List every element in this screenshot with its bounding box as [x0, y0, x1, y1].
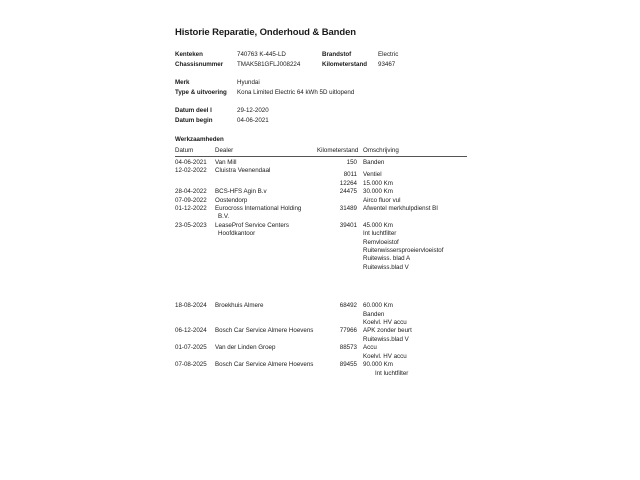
row-datum: 01-07-2025 — [175, 344, 207, 352]
work-item — [317, 327, 467, 344]
vehicle-history-document — [175, 27, 467, 378]
row-items — [317, 302, 467, 327]
dealer-line: B.V. — [218, 213, 230, 221]
omschrijving-line: Banden — [363, 310, 385, 318]
item-kilometerstand: 68492 — [339, 302, 357, 310]
row-dealer — [215, 361, 317, 378]
item-omschrijving — [357, 327, 467, 344]
item-omschrijving — [357, 361, 467, 378]
item-kilometerstand: 89455 — [339, 361, 357, 369]
row-dealer — [215, 302, 317, 327]
page-title: Historie Reparatie, Onderhoud & Banden — [175, 27, 356, 38]
merk-value: Hyundai — [237, 79, 260, 87]
item-omschrijving — [357, 205, 467, 213]
info-row-datum-deel-1 — [175, 106, 467, 116]
row-datum: 01-12-2022 — [175, 205, 207, 212]
omschrijving-line: Ruitewiss. blad A — [363, 255, 411, 263]
omschrijving-line: Ruitewiss.blad V — [363, 263, 409, 271]
row-dealer — [215, 222, 317, 272]
row-datum: 07-08-2025 — [175, 361, 207, 369]
omschrijving-line: Airco fluor vul — [363, 196, 401, 204]
dealer-line: Hoofdkantoor — [218, 230, 256, 238]
row-dealer — [215, 344, 317, 361]
item-omschrijving — [357, 159, 467, 167]
omschrijving-line: Banden — [363, 158, 385, 166]
type-uitvoering-value: Kona Limited Electric 64 kWh 5D uitlopend — [237, 88, 355, 96]
work-item — [317, 361, 467, 378]
dealer-line: BCS-HFS Agin B.v — [215, 188, 267, 196]
spacer — [175, 97, 467, 106]
work-item — [317, 180, 467, 188]
table-row — [175, 159, 467, 167]
work-item — [317, 344, 467, 361]
dealer-line: LeaseProf Service Centers — [215, 221, 289, 229]
item-kilometerstand: 150 — [346, 158, 357, 166]
table-row — [175, 188, 467, 196]
omschrijving-line: Koelvl. HV accu — [363, 319, 407, 327]
item-kilometerstand: 77966 — [339, 327, 357, 335]
table-row — [175, 327, 467, 344]
type-uitvoering-label: Type & uitvoering — [175, 88, 227, 96]
row-items — [317, 327, 467, 344]
datum-begin-value: 04-06-2021 — [237, 116, 269, 124]
omschrijving-line: Afwentel merkhulpdienst BI — [363, 205, 438, 212]
vehicle-info — [175, 50, 467, 126]
datum-deel-1-label: Datum deel I — [175, 107, 212, 115]
omschrijving-line: Int luchtfilter — [375, 369, 409, 377]
omschrijving-line: 45.000 Km — [363, 221, 393, 229]
row-dealer — [215, 159, 317, 167]
work-item — [317, 197, 467, 205]
omschrijving-line: Remvloeistof — [363, 238, 399, 246]
row-items — [317, 188, 467, 196]
column-header-omschrijving: Omschrijving — [363, 146, 399, 154]
item-omschrijving — [357, 180, 467, 188]
merk-label: Merk — [175, 79, 190, 87]
column-header-datum: Datum — [175, 146, 194, 154]
table-entries — [175, 159, 467, 378]
werkzaamheden-section-title: Werkzaamheden — [175, 135, 224, 143]
kilometerstand-label: Kilometerstand — [322, 60, 368, 68]
dealer-line: Eurocross International Holding — [215, 205, 302, 212]
datum-deel-1-value: 29-12-2020 — [237, 107, 269, 115]
table-row — [175, 197, 467, 205]
column-header-dealer: Dealer — [215, 146, 234, 154]
row-dealer — [215, 205, 317, 222]
item-kilometerstand: 12264 — [339, 179, 357, 187]
row-items — [317, 344, 467, 361]
work-item — [317, 302, 467, 327]
info-row-type-uitvoering — [175, 88, 467, 98]
item-kilometerstand: 8011 — [343, 171, 357, 179]
row-items — [317, 222, 467, 272]
table-header-row — [175, 147, 467, 157]
brandstof-label: Brandstof — [322, 51, 352, 58]
info-row-datum-begin — [175, 116, 467, 126]
row-datum: 04-06-2021 — [175, 158, 207, 166]
omschrijving-line: Int luchtfilter — [363, 230, 397, 238]
table-row — [175, 361, 467, 378]
dealer-line: Cluistra Veenendaal — [215, 167, 271, 175]
info-row-chassisnummer-kilometerstand — [175, 60, 467, 70]
chassisnummer-value: TMAK581GFLJ008224 — [237, 60, 301, 68]
item-omschrijving — [357, 344, 467, 361]
work-item — [317, 188, 467, 196]
row-dealer — [215, 167, 317, 188]
datum-begin-label: Datum begin — [175, 116, 213, 124]
omschrijving-line: 90.000 Km — [363, 361, 393, 369]
kenteken-value: 740763 K-445-LD — [237, 51, 286, 58]
row-datum: 12-02-2022 — [175, 167, 207, 175]
dealer-line: Bosch Car Service Almere Hoevens — [215, 327, 314, 335]
item-kilometerstand: 88573 — [339, 344, 357, 352]
table-row — [175, 222, 467, 272]
kenteken-label: Kenteken — [175, 51, 203, 58]
column-header-kilometerstand: Kilometerstand — [317, 146, 359, 154]
item-omschrijving — [357, 171, 467, 179]
omschrijving-line: Ruitewiss.blad V — [363, 335, 409, 343]
dealer-line: Van Mill — [215, 158, 237, 166]
dealer-line: Van der Linden Groep — [215, 344, 276, 352]
item-omschrijving — [357, 197, 467, 205]
row-datum: 18-08-2024 — [175, 302, 207, 310]
row-items — [317, 205, 467, 222]
item-kilometerstand: 31489 — [339, 205, 357, 212]
row-items — [317, 171, 467, 188]
row-dealer — [215, 327, 317, 344]
werkzaamheden-table — [175, 147, 467, 378]
item-kilometerstand: 24475 — [339, 188, 357, 196]
chassisnummer-label: Chassisnummer — [175, 60, 224, 68]
kilometerstand-value: 93467 — [378, 60, 396, 68]
row-datum: 28-04-2022 — [175, 188, 207, 196]
info-row-kenteken-brandstof — [175, 50, 467, 60]
item-omschrijving — [357, 302, 467, 327]
row-items — [317, 361, 467, 378]
row-dealer — [215, 197, 317, 205]
dealer-line: Oostendorp — [215, 196, 248, 204]
table-row — [175, 344, 467, 361]
omschrijving-line: Accu — [363, 344, 377, 352]
table-row — [175, 167, 467, 188]
work-item — [317, 205, 467, 213]
row-datum: 06-12-2024 — [175, 327, 207, 335]
omschrijving-line: Koelvl. HV accu — [363, 352, 407, 360]
spacer — [175, 69, 467, 78]
work-item — [317, 222, 467, 272]
omschrijving-line: APK zonder beurt — [363, 327, 412, 335]
row-datum: 23-05-2023 — [175, 221, 207, 229]
info-row-merk — [175, 78, 467, 88]
omschrijving-line: Ventiel — [363, 171, 382, 179]
omschrijving-line: 15.000 Km — [363, 179, 393, 187]
row-dealer — [215, 188, 317, 196]
item-omschrijving — [357, 222, 467, 272]
omschrijving-line: Ruitenwissersproeiervloeistof — [363, 247, 444, 255]
item-kilometerstand: 39401 — [339, 221, 357, 229]
row-items — [317, 197, 467, 205]
dealer-line: Broekhuis Almere — [215, 302, 264, 310]
item-kilometerstand — [317, 197, 357, 205]
row-items — [317, 159, 467, 167]
dealer-line: Bosch Car Service Almere Hoevens — [215, 361, 314, 369]
row-datum: 07-09-2022 — [175, 196, 207, 204]
table-row — [175, 205, 467, 222]
item-omschrijving — [357, 188, 467, 196]
omschrijving-line: 60.000 Km — [363, 302, 393, 310]
brandstof-value: Electric — [378, 51, 399, 58]
work-item — [317, 171, 467, 179]
work-item — [317, 159, 467, 167]
omschrijving-line: 30.000 Km — [363, 188, 393, 196]
table-row — [175, 302, 467, 327]
